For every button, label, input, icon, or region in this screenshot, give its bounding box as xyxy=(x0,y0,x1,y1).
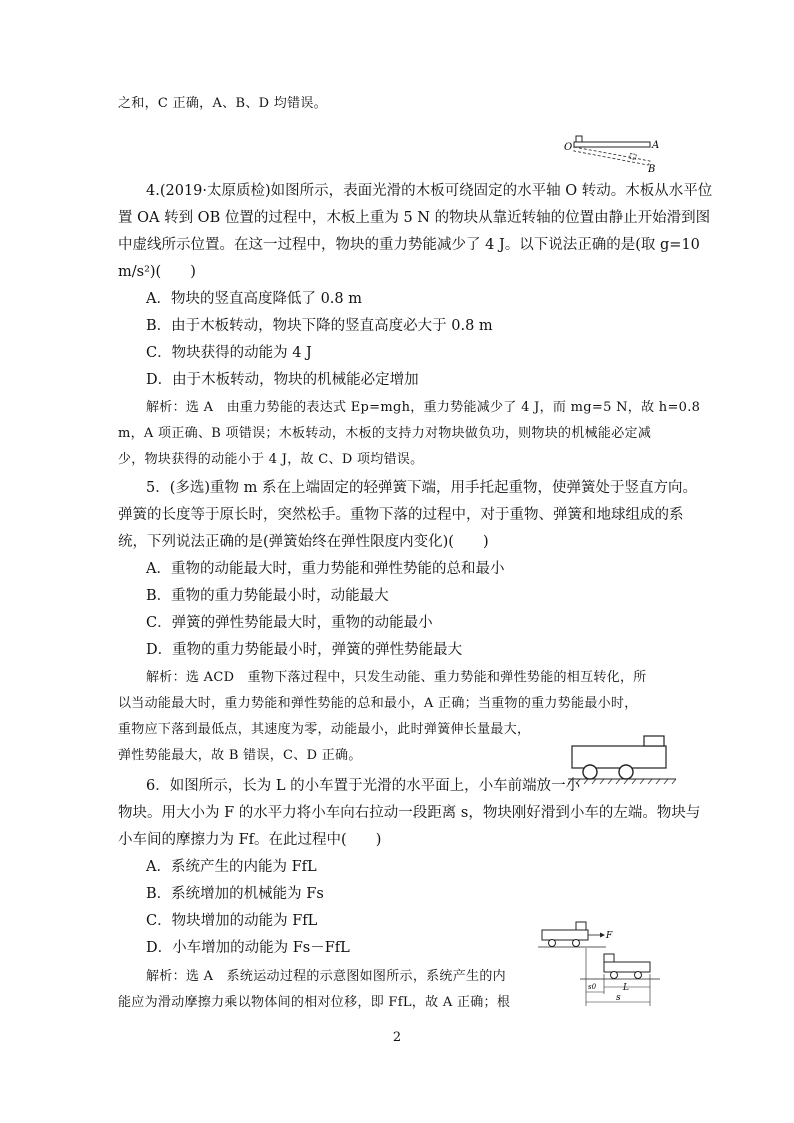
option-b: B．系统增加的机械能为 Fs xyxy=(146,886,324,902)
question-6-line: 6．如图所示，长为 L 的小车置于光滑的水平面上，小车前端放一小 xyxy=(146,778,581,794)
cart-wheel xyxy=(573,940,580,947)
solution-line: 解析：选 ACD 重物下落过程中，只发生动能、重力势能和弹性势能的相互转化，所 xyxy=(146,670,647,685)
question-5-line: 弹簧的长度等于原长时，突然松手。重物下落的过程中，对于重物、弹簧和地球组成的系 xyxy=(118,507,684,523)
question-4-line: 4.(2019·太原质检)如图所示，表面光滑的木板可绕固定的水平轴 O 转动。木板从水平位 xyxy=(146,183,713,199)
question-5-line: 5．(多选)重物 m 系在上端固定的轻弹簧下端，用手托起重物，使弹簧处于竖直方向。 xyxy=(146,480,698,496)
cart-wheel xyxy=(549,940,556,947)
block-start xyxy=(576,136,582,142)
block-end xyxy=(629,153,636,159)
label-b: B xyxy=(648,164,656,173)
label-f: F xyxy=(606,931,613,941)
solution-line: 能应为滑动摩擦力乘以物体间的相对位移，即 FfL，故 A 正确；根 xyxy=(118,995,511,1010)
cart-figure xyxy=(568,730,678,786)
solution-line: 重物应下落到最低点，其速度为零，动能最小，此时弹簧伸长量最大， xyxy=(118,722,531,737)
solution-line: 以当动能最大时，重力势能和弹性势能的总和最小，A 正确；当重物的重力势能最小时， xyxy=(118,696,638,711)
text-line: 之和，C 正确，A、B、D 均错误。 xyxy=(118,96,327,111)
question-5-line: 统，下列说法正确的是(弹簧始终在弹性限度内变化)( ) xyxy=(118,534,489,550)
solution-line: 弹性势能最大，故 B 错误，C、D 正确。 xyxy=(118,748,362,763)
option-b: B．重物的重力势能最小时，动能最大 xyxy=(146,588,389,604)
question-6-line: 小车间的摩擦力为 Ff。在此过程中( ) xyxy=(118,832,382,848)
force-arrowhead xyxy=(600,933,605,938)
plank-oa xyxy=(574,142,650,147)
question-4-line: m/s²)( ) xyxy=(118,264,196,280)
cart-final xyxy=(604,962,650,972)
option-c: C．物块增加的动能为 FfL xyxy=(146,913,318,929)
ground-hatch xyxy=(568,779,676,784)
solution-line: m，A 项正确、B 项错误；木板转动，木板的支持力对物块做负功，则物块的机械能必定减 xyxy=(118,426,652,441)
option-d: D．由于木板转动，物块的机械能必定增加 xyxy=(146,372,419,388)
label-a: A xyxy=(652,140,660,151)
block-final xyxy=(604,954,614,962)
option-d: D．重物的重力势能最小时，弹簧的弹性势能最大 xyxy=(146,642,463,658)
label-l: L xyxy=(623,983,629,993)
option-b: B．由于木板转动，物块下降的竖直高度必大于 0.8 m xyxy=(146,318,493,334)
cart-wheel xyxy=(635,972,642,979)
option-a: A．重物的动能最大时，重力势能和弹性势能的总和最小 xyxy=(146,561,505,577)
label-o: O xyxy=(564,142,573,153)
cart-wheel xyxy=(611,972,618,979)
question-6-line: 物块。用大小为 F 的水平力将小车向右拉动一段距离 s，物块刚好滑到小车的左端。物块与 xyxy=(118,805,701,821)
cart-wheel xyxy=(583,765,597,779)
label-s0: s0 xyxy=(588,983,597,991)
question-4-line: 置 OA 转到 OB 位置的过程中，木板上重为 5 N 的物块从靠近转轴的位置由静止开始滑到图 xyxy=(118,210,711,226)
solution-line: 解析：选 A 由重力势能的表达式 Ep=mgh，重力势能减少了 4 J，而 mg=5 N，故 h=0.8 xyxy=(146,400,701,415)
solution-line: 解析：选 A 系统运动过程的示意图如图所示，系统产生的内 xyxy=(146,969,506,984)
option-c: C．物块获得的动能为 4 J xyxy=(146,345,312,361)
block-initial xyxy=(576,922,586,930)
plank-rotation-figure xyxy=(560,133,670,173)
option-a: A．系统产生的内能为 FfL xyxy=(146,859,317,875)
option-d: D．小车增加的动能为 Fs－FfL xyxy=(146,940,350,956)
page-number: 2 xyxy=(392,1030,402,1045)
cart-motion-figure xyxy=(536,912,662,1012)
question-4-line: 中虚线所示位置。在这一过程中，物块的重力势能减少了 4 J。以下说法正确的是(取 g=10 xyxy=(118,237,700,253)
label-s: s xyxy=(616,993,621,1003)
cart-wheel xyxy=(619,765,633,779)
cart-body xyxy=(572,746,666,768)
cart-initial xyxy=(542,930,588,940)
solution-line: 少，物块获得的动能小于 4 J，故 C、D 项均错误。 xyxy=(118,452,424,467)
option-a: A．物块的竖直高度降低了 0.8 m xyxy=(146,291,362,307)
plank-ob xyxy=(574,147,650,165)
option-c: C．弹簧的弹性势能最大时，重物的动能最小 xyxy=(146,615,433,631)
block-on-cart xyxy=(644,736,664,746)
